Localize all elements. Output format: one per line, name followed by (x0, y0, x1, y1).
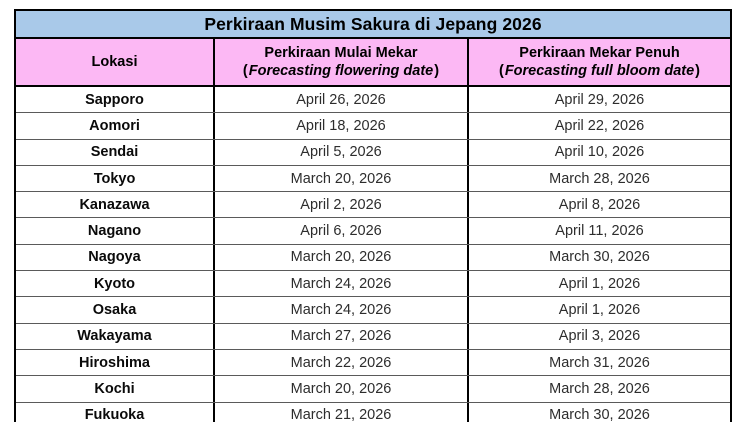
fullbloom-date-cell (469, 403, 730, 422)
flowering-date-cell (215, 297, 469, 322)
flowering-date-value: March 27, 2026 (290, 328, 392, 345)
fullbloom-date-value: April 3, 2026 (558, 328, 641, 345)
flowering-date-value: March 20, 2026 (290, 170, 392, 187)
sakura-forecast-table (14, 9, 732, 422)
location-label: Sapporo (85, 91, 144, 108)
location-label: Kyoto (93, 275, 136, 292)
fullbloom-date-cell (469, 376, 730, 401)
flowering-date-value: April 26, 2026 (296, 91, 386, 108)
location-label: Sendai (90, 144, 139, 161)
fullbloom-date-value: April 22, 2026 (554, 117, 645, 134)
flowering-date-value: April 2, 2026 (300, 196, 382, 213)
fullbloom-date-value: April 8, 2026 (558, 196, 641, 213)
flowering-date-value: April 6, 2026 (300, 223, 382, 240)
location-cell (16, 218, 215, 243)
location-label: Osaka (92, 302, 137, 319)
header-cell-location (16, 39, 215, 85)
table-row (16, 324, 730, 350)
location-label: Kanazawa (79, 196, 150, 213)
fullbloom-date-value: April 29, 2026 (554, 91, 645, 108)
flowering-date-value: March 24, 2026 (290, 302, 392, 319)
fullbloom-date-cell (469, 113, 730, 138)
table-row (16, 113, 730, 139)
fullbloom-date-cell (469, 245, 730, 270)
fullbloom-date-value: April 1, 2026 (558, 275, 641, 292)
flowering-date-cell (215, 376, 469, 401)
location-cell (16, 113, 215, 138)
table-row (16, 245, 730, 271)
fullbloom-date-value: March 28, 2026 (549, 380, 650, 397)
location-cell (16, 140, 215, 165)
header-location-label: Lokasi (91, 54, 138, 70)
table-row (16, 350, 730, 376)
location-cell (16, 324, 215, 349)
flowering-date-value: March 24, 2026 (290, 275, 392, 292)
flowering-date-value: March 22, 2026 (290, 354, 392, 371)
flowering-date-cell (215, 350, 469, 375)
fullbloom-date-cell (469, 271, 730, 296)
flowering-date-cell (215, 113, 469, 138)
location-label: Kochi (94, 380, 135, 397)
paren-close: ) (434, 63, 440, 79)
header-cell-flowering (215, 39, 469, 85)
table-row (16, 192, 730, 218)
flowering-date-value: March 21, 2026 (290, 407, 392, 422)
table-row (16, 166, 730, 192)
fullbloom-date-cell (469, 87, 730, 112)
fullbloom-date-value: March 31, 2026 (549, 354, 650, 371)
fullbloom-date-cell (469, 166, 730, 191)
fullbloom-date-cell (469, 324, 730, 349)
table-row (16, 297, 730, 323)
header-fullbloom-sub-text: Forecasting full bloom date (504, 63, 695, 79)
table-row (16, 87, 730, 113)
flowering-date-value: March 20, 2026 (290, 249, 392, 266)
header-flowering-sub (242, 62, 440, 80)
table-row (16, 376, 730, 402)
table-header-row (16, 39, 730, 87)
location-label: Nagoya (88, 249, 141, 266)
header-cell-fullbloom (469, 39, 730, 85)
table-row (16, 403, 730, 422)
location-label: Wakayama (77, 328, 152, 345)
fullbloom-date-value: April 1, 2026 (558, 302, 641, 319)
fullbloom-date-cell (469, 192, 730, 217)
location-label: Tokyo (93, 170, 136, 187)
fullbloom-date-cell (469, 218, 730, 243)
flowering-date-value: April 18, 2026 (296, 117, 386, 134)
paren-open: ( (242, 63, 248, 79)
location-label: Fukuoka (84, 407, 145, 422)
flowering-date-cell (215, 87, 469, 112)
location-cell (16, 245, 215, 270)
table-row (16, 218, 730, 244)
flowering-date-cell (215, 140, 469, 165)
location-cell (16, 376, 215, 401)
fullbloom-date-value: April 10, 2026 (554, 144, 645, 161)
table-row (16, 271, 730, 297)
paren-close: ) (695, 63, 700, 79)
flowering-date-cell (215, 192, 469, 217)
flowering-date-cell (215, 403, 469, 422)
fullbloom-date-cell (469, 350, 730, 375)
paren-open: ( (498, 63, 504, 79)
header-flowering-sub-text: Forecasting flowering date (248, 63, 434, 79)
fullbloom-date-cell (469, 297, 730, 322)
header-fullbloom-main: Perkiraan Mekar Penuh (519, 45, 680, 61)
flowering-date-cell (215, 166, 469, 191)
location-cell (16, 166, 215, 191)
flowering-date-cell (215, 245, 469, 270)
header-flowering-main: Perkiraan Mulai Mekar (264, 45, 418, 61)
flowering-date-cell (215, 218, 469, 243)
flowering-date-value: March 20, 2026 (290, 380, 392, 397)
location-cell (16, 271, 215, 296)
flowering-date-cell (215, 324, 469, 349)
fullbloom-date-value: March 30, 2026 (549, 407, 650, 422)
location-cell (16, 87, 215, 112)
header-fullbloom-sub (498, 62, 701, 80)
location-label: Hiroshima (79, 354, 150, 371)
location-label: Aomori (89, 117, 140, 134)
flowering-date-value: April 5, 2026 (300, 144, 382, 161)
fullbloom-date-cell (469, 140, 730, 165)
fullbloom-date-value: March 28, 2026 (549, 170, 650, 187)
flowering-date-cell (215, 271, 469, 296)
table-title: Perkiraan Musim Sakura di Jepang 2026 (16, 11, 730, 39)
location-cell (16, 403, 215, 422)
table-body (16, 87, 730, 422)
table-row (16, 140, 730, 166)
fullbloom-date-value: March 30, 2026 (549, 249, 650, 266)
location-label: Nagano (87, 223, 142, 240)
location-cell (16, 192, 215, 217)
location-cell (16, 297, 215, 322)
fullbloom-date-value: April 11, 2026 (555, 223, 644, 240)
location-cell (16, 350, 215, 375)
